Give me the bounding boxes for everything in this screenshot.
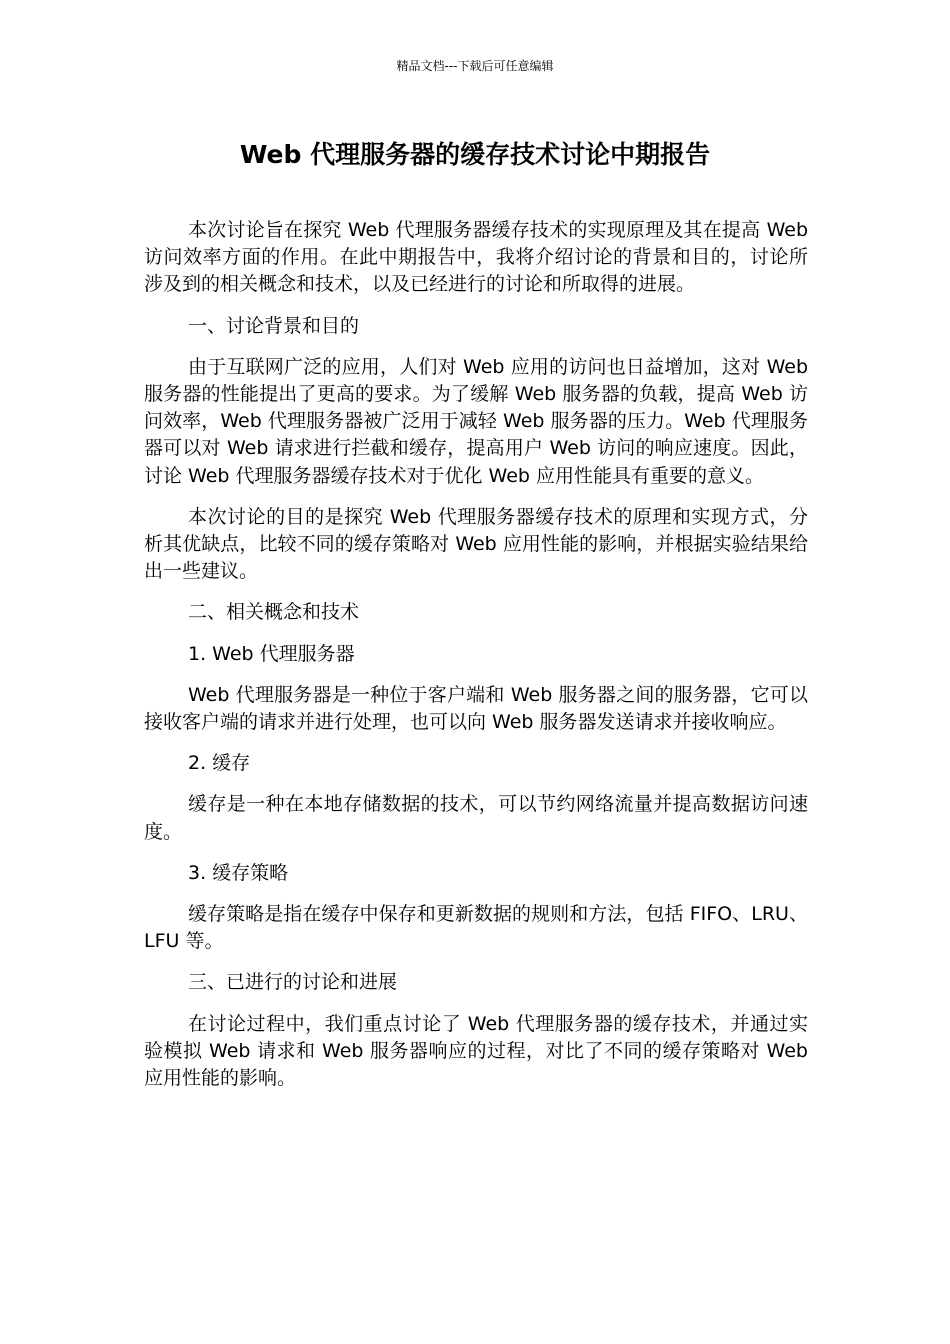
background-paragraph: 由于互联网广泛的应用，人们对 Web 应用的访问也日益增加，这对 Web 服务器的性能提出了更高的要求。为了缓解 Web 服务器的负载，提高 Web 访问效率，Web 代理服务器被广泛用于减轻 Web 服务器的压力。Web 代理服务器可以对 Web 请求进行拦截和缓存，提高用户 Web 访问的响应速度。因此，讨论 Web 代理服务器缓存技术对于优化 Web 应用性能具有重要的意义。	[144, 355, 808, 487]
subheading-cache-strategy: 3. 缓存策略	[188, 861, 289, 884]
document-body	[144, 217, 808, 1106]
purpose-paragraph: 本次讨论的目的是探究 Web 代理服务器缓存技术的原理和实现方式，分析其优缺点，比较不同的缓存策略对 Web 应用性能的影响，并根据实验结果给出一些建议。	[144, 505, 808, 583]
cache-paragraph: 缓存是一种在本地存储数据的技术，可以节约网络流量并提高数据访问速度。	[144, 793, 808, 843]
subheading-cache: 2. 缓存	[188, 752, 251, 775]
web-proxy-paragraph: Web 代理服务器是一种位于客户端和 Web 服务器之间的服务器，它可以接收客户端的请求并进行处理，也可以向 Web 服务器发送请求并接收响应。	[144, 683, 808, 734]
subheading-web-proxy: 1. Web 代理服务器	[188, 642, 355, 665]
section-heading-progress: 三、已进行的讨论和进展	[188, 971, 398, 994]
progress-paragraph: 在讨论过程中，我们重点讨论了 Web 代理服务器的缓存技术，并通过实验模拟 Web 请求和 Web 服务器响应的过程，对比了不同的缓存策略对 Web 应用性能的影响。	[144, 1012, 808, 1090]
document-title: Web 代理服务器的缓存技术讨论中期报告	[239, 140, 711, 169]
intro-paragraph: 本次讨论旨在探究 Web 代理服务器缓存技术的实现原理及其在提高 Web 访问效率方面的作用。在此中期报告中，我将介绍讨论的背景和目的，讨论所涉及到的相关概念和技术，以及已经进行的讨论和所取得的进展。	[144, 219, 808, 296]
page-header-note: 精品文档---下载后可任意编辑	[396, 59, 554, 73]
section-heading-concepts: 二、相关概念和技术	[188, 601, 360, 624]
cache-strategy-paragraph: 缓存策略是指在缓存中保存和更新数据的规则和方法，包括 FIFO、LRU、LFU 等。	[144, 903, 808, 953]
section-heading-background: 一、讨论背景和目的	[188, 314, 360, 337]
